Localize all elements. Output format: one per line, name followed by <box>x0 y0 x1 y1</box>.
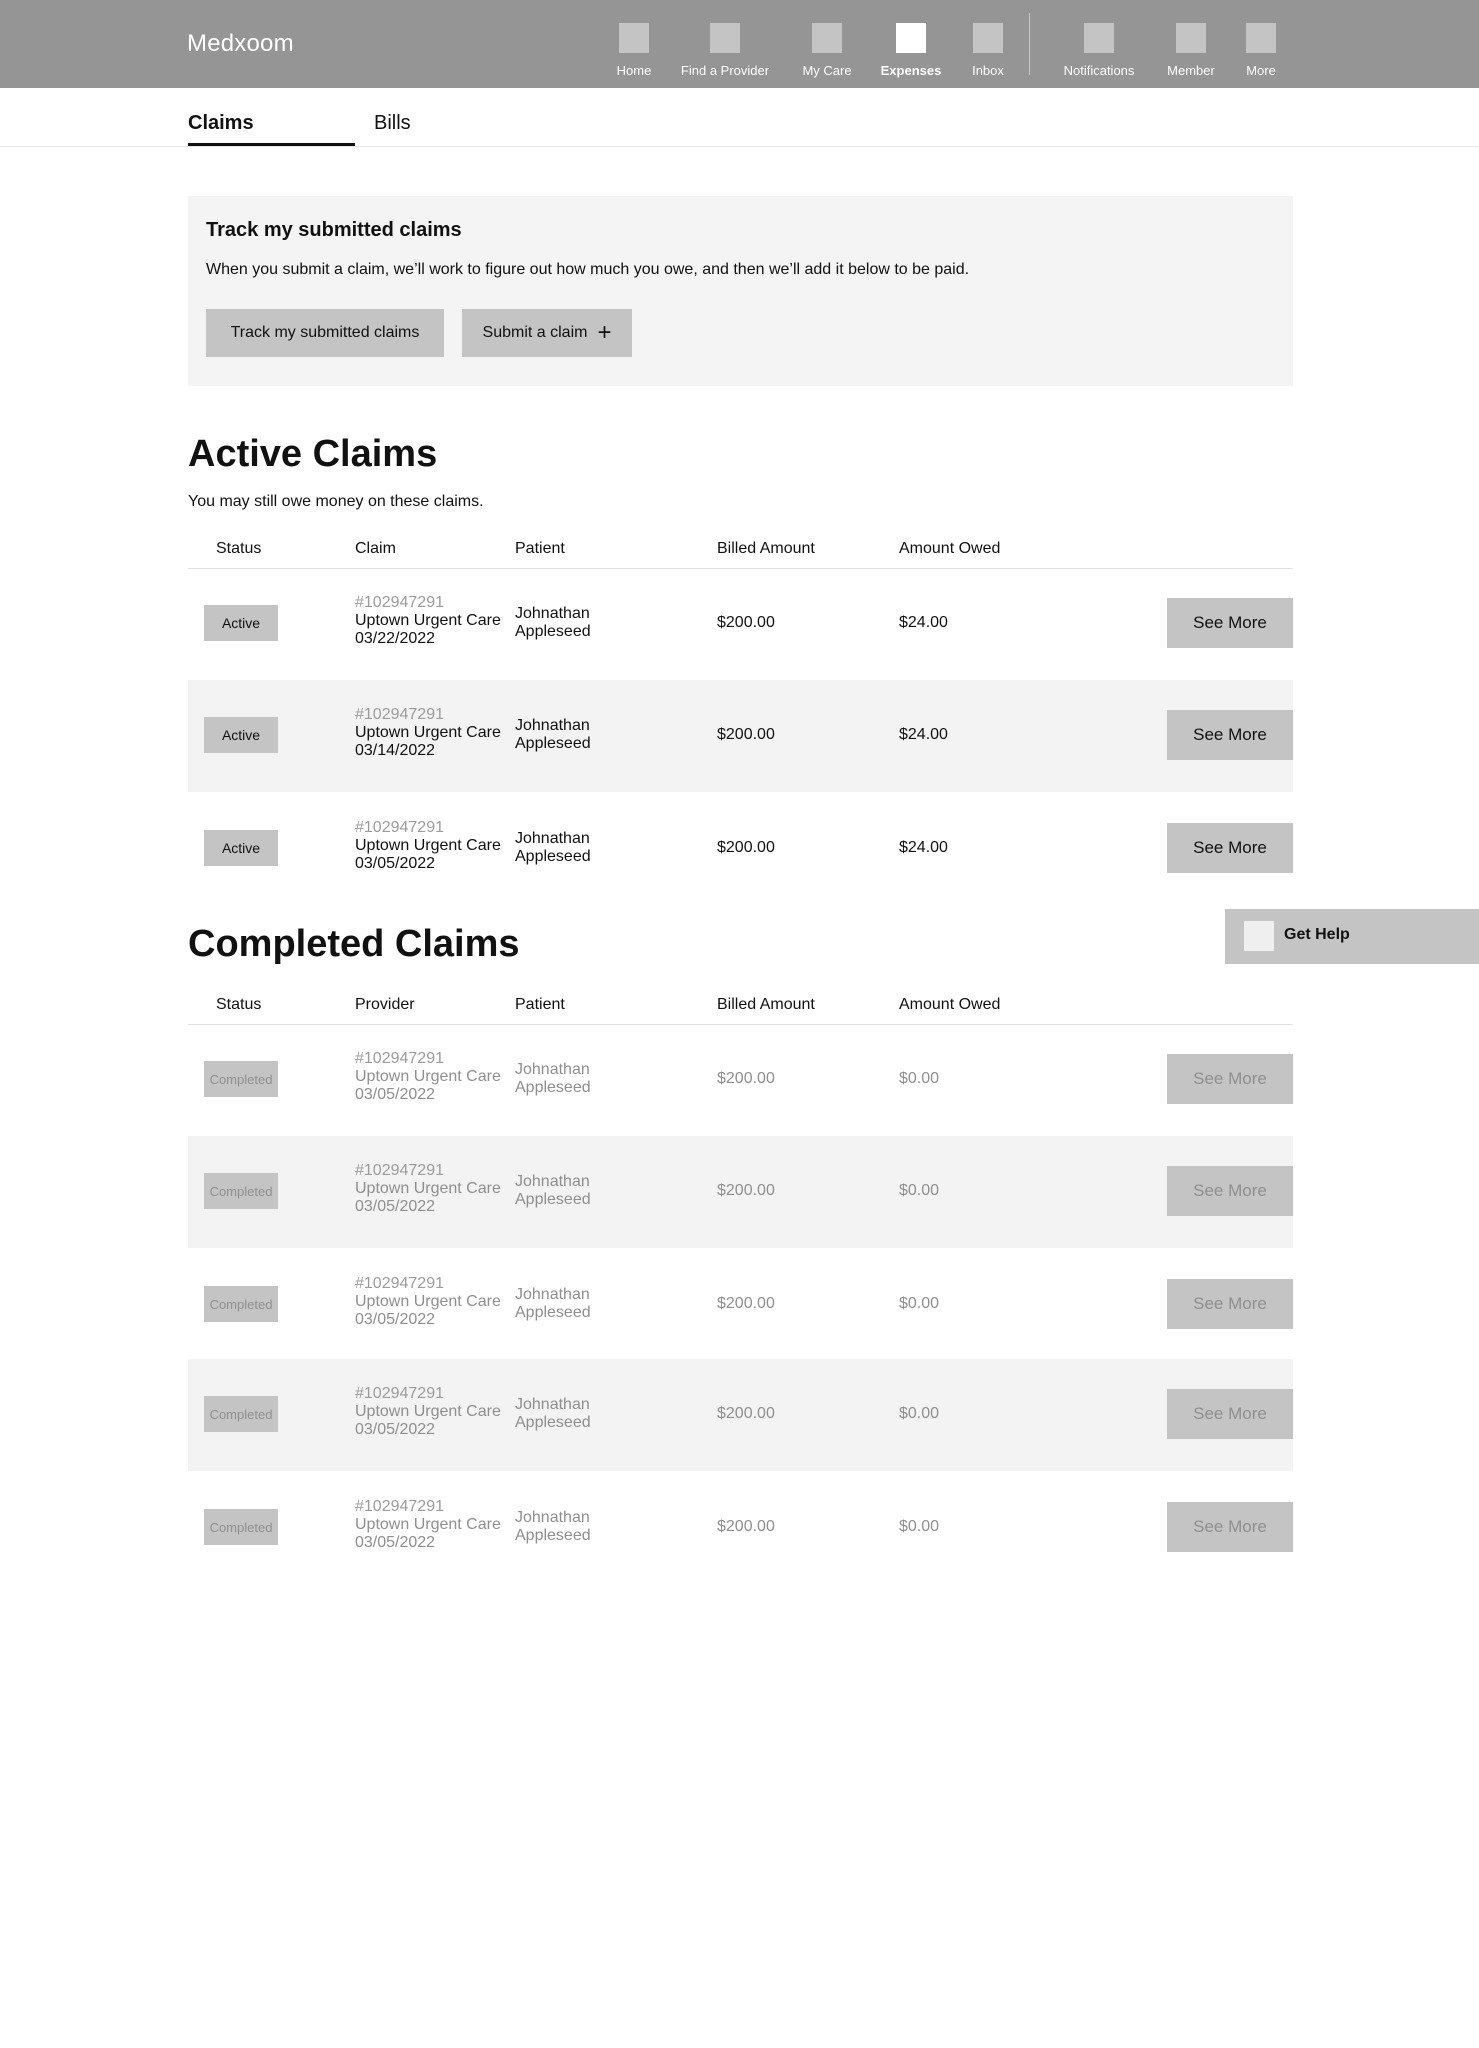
claim-date: 03/14/2022 <box>355 742 436 759</box>
claim-provider: Uptown Urgent Care <box>355 1068 501 1085</box>
get-help-button[interactable] <box>1225 909 1479 964</box>
home-icon <box>619 23 649 53</box>
nav-label: Member <box>1167 63 1215 78</box>
claim-number: #102947291 <box>355 594 444 611</box>
claim-provider: Uptown Urgent Care <box>355 1516 501 1533</box>
nav-notifications[interactable] <box>1057 0 1141 88</box>
claim-date: 03/05/2022 <box>355 1421 436 1438</box>
tab-bills[interactable]: Bills <box>374 112 411 134</box>
claim-cell <box>355 706 501 760</box>
nav-label: Inbox <box>972 63 1004 78</box>
see-more-button[interactable]: See More <box>1167 710 1293 760</box>
nav-member[interactable] <box>1163 0 1219 88</box>
status-badge: Completed <box>204 1286 278 1322</box>
header-provider: Provider <box>355 996 415 1013</box>
see-more-button[interactable]: See More <box>1167 1054 1293 1104</box>
nav-label: Home <box>616 63 652 78</box>
plus-icon: + <box>597 319 612 346</box>
claim-cell <box>355 819 501 873</box>
patient-name: Johnathan Appleseed <box>515 830 591 865</box>
claim-cell <box>355 1385 501 1439</box>
status-badge: Active <box>204 605 278 641</box>
more-icon <box>1246 23 1276 53</box>
nav-label: My Care <box>802 63 852 78</box>
active-claims-subtitle: You may still owe money on these claims. <box>188 493 484 510</box>
track-claims-label: Track my submitted claims <box>230 324 420 341</box>
table-row <box>188 1472 1293 1584</box>
table-row <box>188 1359 1293 1471</box>
claim-date: 03/05/2022 <box>355 1086 436 1103</box>
claim-provider: Uptown Urgent Care <box>355 1403 501 1420</box>
panel-title: Track my submitted claims <box>206 219 462 241</box>
header-patient: Patient <box>515 996 565 1013</box>
notifications-icon <box>1084 23 1114 53</box>
claim-number: #102947291 <box>355 1162 444 1179</box>
inbox-icon <box>973 23 1003 53</box>
nav-label: Notifications <box>1063 63 1135 78</box>
status-badge: Active <box>204 717 278 753</box>
header-status: Status <box>216 996 262 1013</box>
amount-owed: $0.00 <box>899 1295 940 1312</box>
claim-date: 03/05/2022 <box>355 1534 436 1551</box>
billed-amount: $200.00 <box>717 726 775 743</box>
amount-owed: $0.00 <box>899 1405 940 1422</box>
completed-claims-heading: Completed Claims <box>188 923 520 965</box>
header-status: Status <box>216 540 262 557</box>
patient-name: Johnathan Appleseed <box>515 717 591 752</box>
table-row <box>188 793 1293 905</box>
claim-provider: Uptown Urgent Care <box>355 1293 501 1310</box>
billed-amount: $200.00 <box>717 1405 775 1422</box>
submit-claim-button[interactable] <box>462 309 632 357</box>
patient-name: Johnathan Appleseed <box>515 1286 591 1321</box>
active-table-header <box>188 535 1293 569</box>
claim-number: #102947291 <box>355 1385 444 1402</box>
patient-name: Johnathan Appleseed <box>515 605 591 640</box>
claim-date: 03/05/2022 <box>355 1311 436 1328</box>
nav-label: Expenses <box>880 63 942 78</box>
amount-owed: $0.00 <box>899 1182 940 1199</box>
nav-home[interactable] <box>614 0 654 88</box>
patient-name: Johnathan Appleseed <box>515 1061 591 1096</box>
see-more-button[interactable]: See More <box>1167 598 1293 648</box>
nav-label: Find a Provider <box>680 63 770 78</box>
patient-name: Johnathan Appleseed <box>515 1173 591 1208</box>
header-patient: Patient <box>515 540 565 557</box>
table-row <box>188 1249 1293 1361</box>
amount-owed: $24.00 <box>899 839 948 856</box>
header-billed: Billed Amount <box>717 996 815 1013</box>
completed-table-header <box>188 991 1293 1025</box>
tab-bar <box>0 88 1479 147</box>
see-more-button[interactable]: See More <box>1167 1389 1293 1439</box>
track-claims-panel <box>188 196 1293 386</box>
amount-owed: $24.00 <box>899 726 948 743</box>
table-row <box>188 568 1293 680</box>
claim-provider: Uptown Urgent Care <box>355 612 501 629</box>
claim-cell <box>355 1050 501 1104</box>
claim-date: 03/05/2022 <box>355 855 436 872</box>
active-tab-indicator <box>188 143 355 146</box>
table-row <box>188 1136 1293 1248</box>
nav-divider <box>1029 13 1030 75</box>
header-billed: Billed Amount <box>717 540 815 557</box>
status-badge: Active <box>204 830 278 866</box>
nav-label: More <box>1246 63 1276 78</box>
see-more-button[interactable]: See More <box>1167 1166 1293 1216</box>
claim-cell <box>355 594 501 648</box>
table-row <box>188 680 1293 792</box>
billed-amount: $200.00 <box>717 1518 775 1535</box>
active-claims-heading: Active Claims <box>188 433 438 475</box>
header-owed: Amount Owed <box>899 540 1001 557</box>
help-icon <box>1244 921 1274 951</box>
top-nav-bar <box>0 0 1479 88</box>
tab-claims[interactable]: Claims <box>188 112 254 134</box>
expenses-icon <box>896 23 926 53</box>
billed-amount: $200.00 <box>717 1182 775 1199</box>
nav-find-provider[interactable] <box>678 0 772 88</box>
my-care-icon <box>812 23 842 53</box>
track-claims-button[interactable] <box>206 309 444 357</box>
claim-date: 03/05/2022 <box>355 1198 436 1215</box>
panel-description: When you submit a claim, we’ll work to figure out how much you owe, and then we’ll add it below to be paid. <box>206 261 970 278</box>
patient-name: Johnathan Appleseed <box>515 1396 591 1431</box>
header-owed: Amount Owed <box>899 996 1001 1013</box>
claim-provider: Uptown Urgent Care <box>355 1180 501 1197</box>
claim-number: #102947291 <box>355 1275 444 1292</box>
amount-owed: $0.00 <box>899 1518 940 1535</box>
claim-cell <box>355 1162 501 1216</box>
header-claim: Claim <box>355 540 396 557</box>
amount-owed: $0.00 <box>899 1070 940 1087</box>
billed-amount: $200.00 <box>717 1070 775 1087</box>
nav-my-care[interactable] <box>798 0 856 88</box>
status-badge: Completed <box>204 1396 278 1432</box>
amount-owed: $24.00 <box>899 614 948 631</box>
nav-more[interactable] <box>1241 0 1281 88</box>
claim-provider: Uptown Urgent Care <box>355 837 501 854</box>
billed-amount: $200.00 <box>717 614 775 631</box>
claim-provider: Uptown Urgent Care <box>355 724 501 741</box>
find-provider-icon <box>710 23 740 53</box>
see-more-button[interactable]: See More <box>1167 1502 1293 1552</box>
see-more-button[interactable]: See More <box>1167 1279 1293 1329</box>
patient-name: Johnathan Appleseed <box>515 1509 591 1544</box>
table-row <box>188 1024 1293 1136</box>
claim-date: 03/22/2022 <box>355 630 436 647</box>
claim-number: #102947291 <box>355 1498 444 1515</box>
status-badge: Completed <box>204 1061 278 1097</box>
submit-claim-label: Submit a claim <box>482 324 588 341</box>
claim-number: #102947291 <box>355 706 444 723</box>
status-badge: Completed <box>204 1509 278 1545</box>
claim-number: #102947291 <box>355 819 444 836</box>
claim-cell <box>355 1498 501 1552</box>
get-help-label: Get Help <box>1284 926 1350 943</box>
billed-amount: $200.00 <box>717 1295 775 1312</box>
see-more-button[interactable]: See More <box>1167 823 1293 873</box>
billed-amount: $200.00 <box>717 839 775 856</box>
status-badge: Completed <box>204 1173 278 1209</box>
member-icon <box>1176 23 1206 53</box>
brand-logo[interactable]: Medxoom <box>187 30 294 57</box>
nav-expenses[interactable] <box>878 0 944 88</box>
nav-inbox[interactable] <box>968 0 1008 88</box>
claim-number: #102947291 <box>355 1050 444 1067</box>
claim-cell <box>355 1275 501 1329</box>
